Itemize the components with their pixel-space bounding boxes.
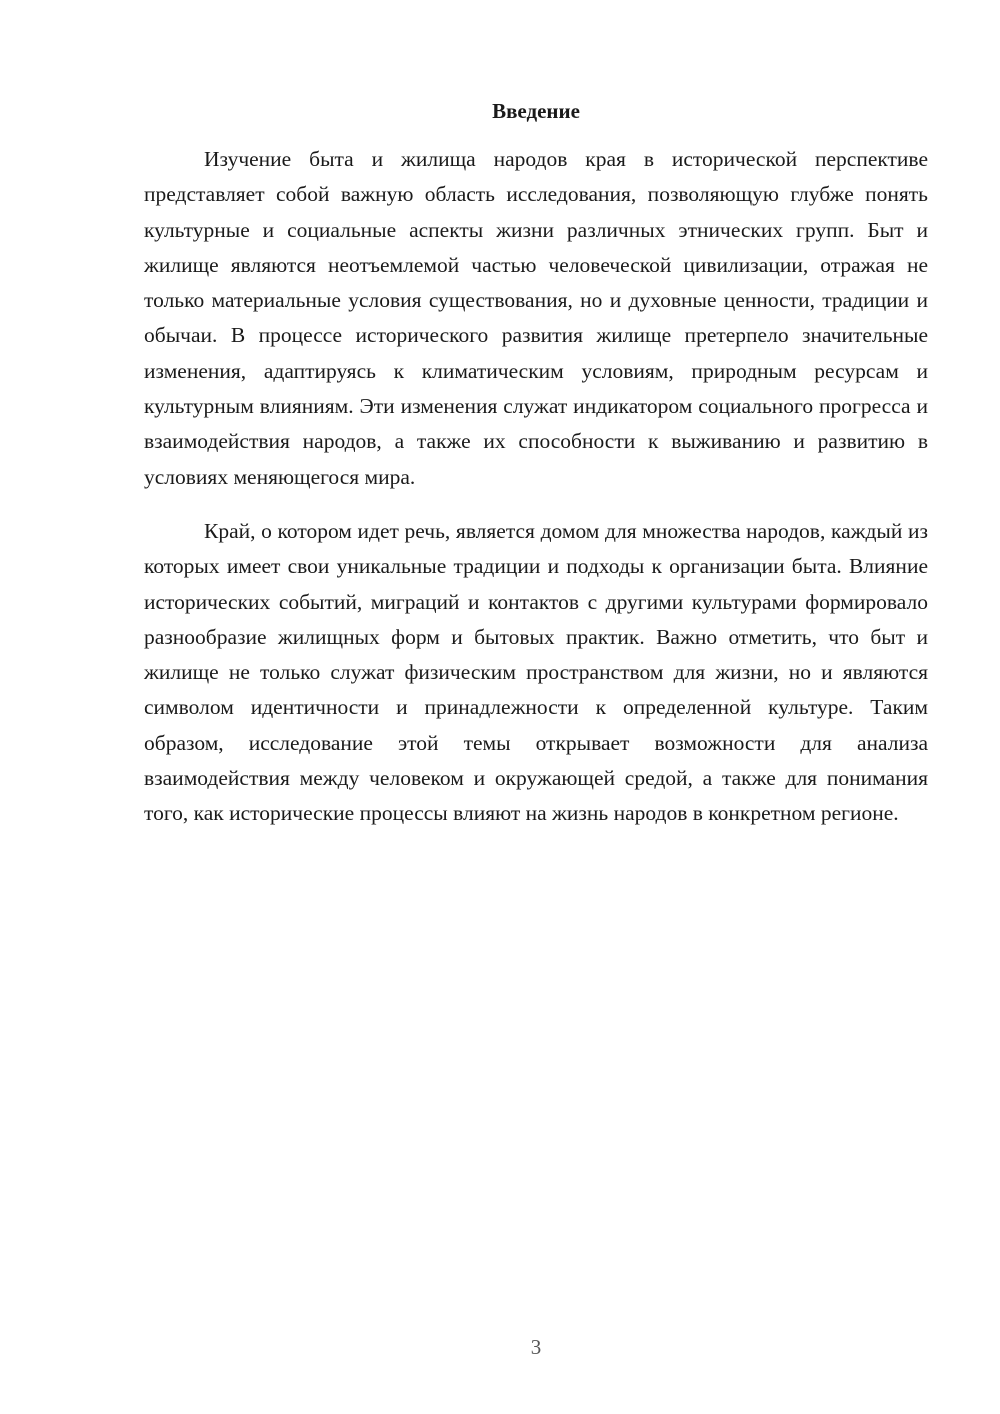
document-body [144, 142, 928, 832]
page-title: Введение [492, 99, 580, 123]
paragraph-2: Край, о котором идет речь, является домом для множества народов, каждый из которых имеет свои уникальные традиции и подходы к организации быта. Влияние исторических событий, миграций и контактов с другими культурами формировало разнообразие жилищных форм и бытовых практик. Важно отметить, что быт и жилище не только служат физическим пространством для жизни, но и являются символом идентичности и принадлежности к определенной культуре. Таким образом, исследование этой темы открывает возможности для анализа взаимодействия между человеком и окружающей средой, а также для понимания того, как исторические процессы влияют на жизнь народов в конкретном регионе. [144, 518, 928, 826]
page-number: 3 [530, 1335, 542, 1359]
paragraph-1: Изучение быта и жилища народов края в исторической перспективе представляет собой важную область исследования, позволяющую глубже понять культурные и социальные аспекты жизни различных этнических групп. Быт и жилище являются неотъемлемой частью человеческой цивилизации, отражая не только материальные условия существования, но и духовные ценности, традиции и обычаи. В процессе исторического развития жилище претерпело значительные изменения, адаптируясь к климатическим условиям, природным ресурсам и культурным влияниям. Эти изменения служат индикатором социального прогресса и взаимодействия народов, а также их способности к выживанию и развитию в условиях меняющегося мира. [144, 147, 928, 489]
